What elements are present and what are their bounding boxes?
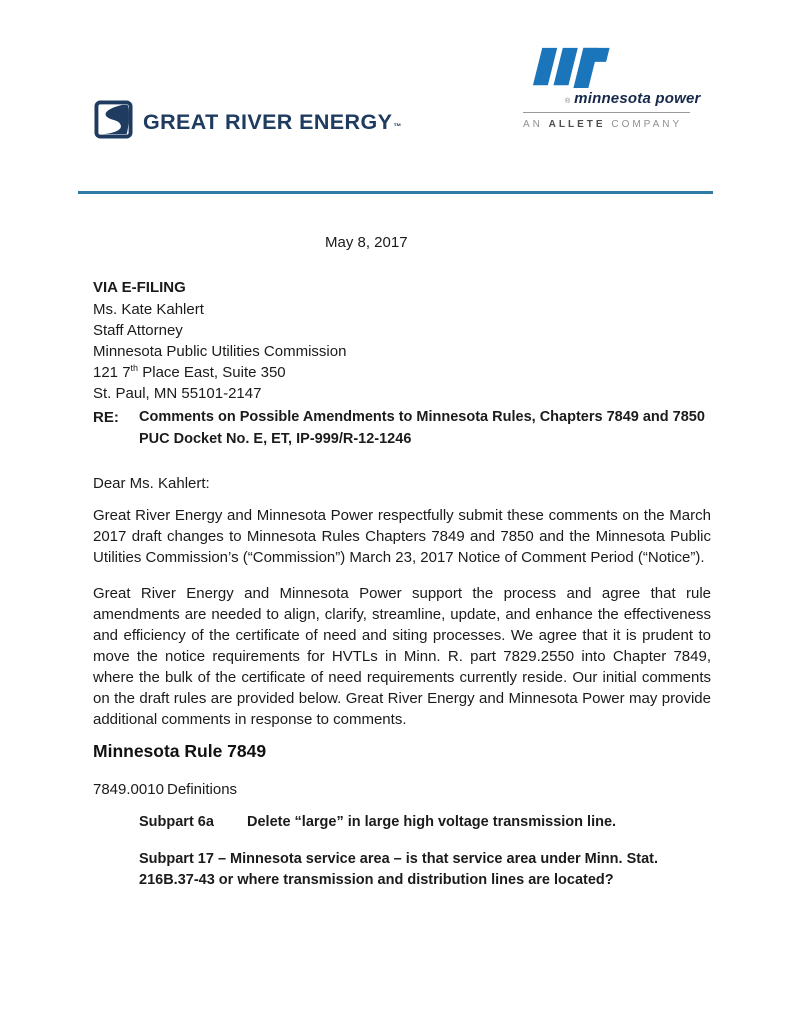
minnesota-power-wordmark: ® minnesota power <box>561 88 701 108</box>
great-river-energy-logo <box>93 100 402 144</box>
recipient-address-block <box>93 299 346 404</box>
allete-tagline: AN ALLETE COMPANY <box>523 119 683 130</box>
subpart-6a-text: Delete “large” in large high voltage transmission line. <box>247 814 617 830</box>
letter-date: May 8, 2017 <box>325 234 408 251</box>
re-label: RE: <box>93 409 119 426</box>
ordinal-suffix: th <box>130 363 139 373</box>
body-paragraph-2: Great River Energy and Minnesota Power support the process and agree that rule amendments are needed to align, clarify, streamline, update, and enhance the effectiveness and efficiency of the certificate of need and siting processes. We agree that it is prudent to move the notice requirements for HVTLs in Minn. R. part 7829.2550 into Chapter 7849, where the bulk of the certificate of need requirements currently reside. Our initial comments on the draft rules are provided below. Great River Energy and Minnesota Power may provide additional comments in response to comments. <box>93 585 711 728</box>
delivery-method: VIA E-FILING <box>93 279 186 296</box>
body-paragraph-1: Great River Energy and Minnesota Power respectfully submit these comments on the March 2017 draft changes to Minnesota Rules Chapters 7849 and 7850 and the Minnesota Public Utilities Commission’s (“Commission”) March 23, 2017 Notice of Comment Period (“Notice”). <box>93 507 711 566</box>
re-subject-lines <box>139 407 705 450</box>
trademark-symbol: ™ <box>393 121 402 131</box>
subpart-17: Subpart 17 – Minnesota service area – is that service area under Minn. Stat. 216B.37-43 or where transmission and distribution lines are located? <box>139 851 658 888</box>
river-icon <box>93 100 134 144</box>
recipient-name: Ms. Kate Kahlert <box>93 301 204 318</box>
re-subject-line-1: Comments on Possible Amendments to Minnesota Rules, Chapters 7849 and 7850 <box>139 409 705 425</box>
recipient-title: Staff Attorney <box>93 322 183 339</box>
subpart-6a-label: Subpart 6a <box>139 814 214 830</box>
recipient-organization: Minnesota Public Utilities Commission <box>93 343 347 360</box>
subpart-6a <box>139 812 616 833</box>
header-divider-rule <box>78 191 713 194</box>
salutation: Dear Ms. Kahlert: <box>93 475 210 492</box>
registered-symbol: ® <box>565 98 571 105</box>
recipient-city: St. Paul, MN 55101-2147 <box>93 385 262 402</box>
gre-wordmark: GREAT RIVER ENERGY™ <box>143 109 402 134</box>
rule-definition-line <box>93 779 237 800</box>
rule-number: 7849.0010 <box>93 781 164 798</box>
section-heading: Minnesota Rule 7849 <box>93 741 267 761</box>
recipient-street: 121 7th Place East, Suite 350 <box>93 363 286 381</box>
re-subject-block <box>93 407 705 450</box>
rule-title: Definitions <box>167 781 238 798</box>
logo-divider-line <box>523 112 690 113</box>
re-subject-line-2: PUC Docket No. E, ET, IP-999/R-12-1246 <box>139 430 412 447</box>
